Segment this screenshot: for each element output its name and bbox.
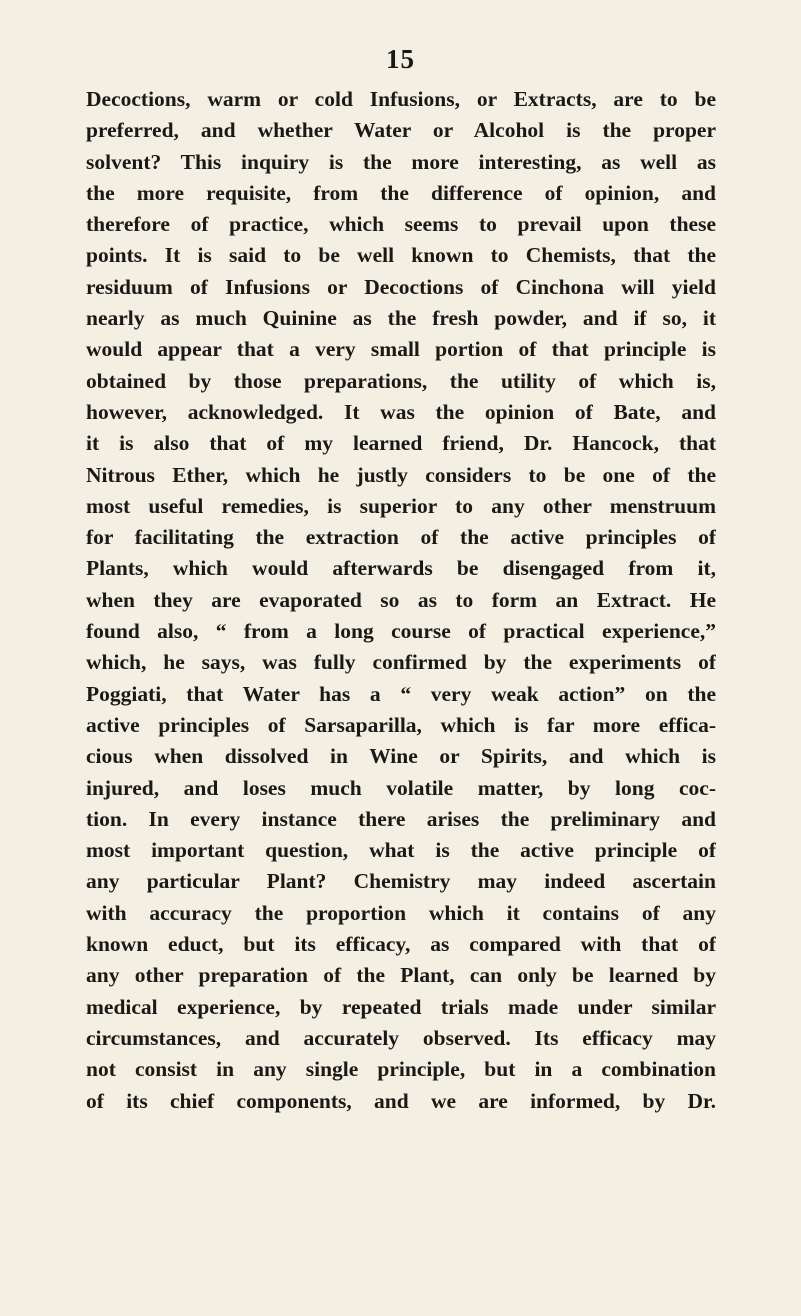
text-line: of its chief components, and we are informed, by Dr. [86, 1088, 716, 1113]
text-line: obtained by those preparations, the utility of which is, [86, 368, 716, 393]
text-line: most important question, what is the active principle of [86, 838, 716, 863]
text-line: circumstances, and accurately observed. Its efficacy may [86, 1025, 716, 1050]
text-line: would appear that a very small portion of that principle is [86, 337, 716, 362]
text-line: tion. In every instance there arises the preliminary and [86, 806, 716, 831]
text-line: points. It is said to be well known to Chemists, that the [86, 243, 716, 268]
text-line: when they are evaporated so as to form an Extract. He [86, 587, 716, 612]
text-line: which, he says, was fully confirmed by the experiments of [86, 650, 716, 675]
text-line: therefore of practice, which seems to prevail upon these [86, 212, 716, 237]
text-line: for facilitating the extraction of the active principles of [86, 525, 716, 550]
text-line: any particular Plant? Chemistry may indeed ascertain [86, 869, 716, 894]
text-line: preferred, and whether Water or Alcohol is the proper [86, 118, 716, 143]
text-line: Poggiati, that Water has a “ very weak action” on the [86, 681, 716, 706]
text-line: most useful remedies, is superior to any other menstruum [86, 493, 716, 518]
text-line: however, acknowledged. It was the opinion of Bate, and [86, 399, 716, 424]
text-line: Decoctions, warm or cold Infusions, or Extracts, are to be [86, 87, 716, 111]
text-line: residuum of Infusions or Decoctions of Cinchona will yield [86, 274, 716, 299]
text-line: the more requisite, from the difference of opinion, and [86, 180, 716, 205]
text-line: found also, “ from a long course of practical experience,” [86, 619, 716, 644]
text-line: medical experience, by repeated trials made under similar [86, 994, 716, 1019]
text-line: injured, and loses much volatile matter, by long coc- [86, 775, 716, 800]
text-line: with accuracy the proportion which it contains of any [86, 900, 716, 925]
body-text [86, 84, 716, 1117]
text-line: cious when dissolved in Wine or Spirits, and which is [86, 744, 716, 769]
text-line: Nitrous Ether, which he justly considers to be one of the [86, 462, 716, 487]
text-line: any other preparation of the Plant, can only be learned by [86, 963, 716, 988]
text-line: nearly as much Quinine as the fresh powder, and if so, it [86, 306, 716, 331]
text-line: solvent? This inquiry is the more interesting, as well as [86, 149, 716, 174]
text-line: active principles of Sarsaparilla, which is far more effica- [86, 712, 716, 737]
text-line: known educt, but its efficacy, as compared with that of [86, 932, 716, 957]
text-line: Plants, which would afterwards be disengaged from it, [86, 556, 716, 581]
page-number: 15 [386, 44, 415, 74]
text-line: not consist in any single principle, but in a combination [86, 1057, 716, 1082]
text-line: it is also that of my learned friend, Dr. Hancock, that [86, 431, 716, 456]
